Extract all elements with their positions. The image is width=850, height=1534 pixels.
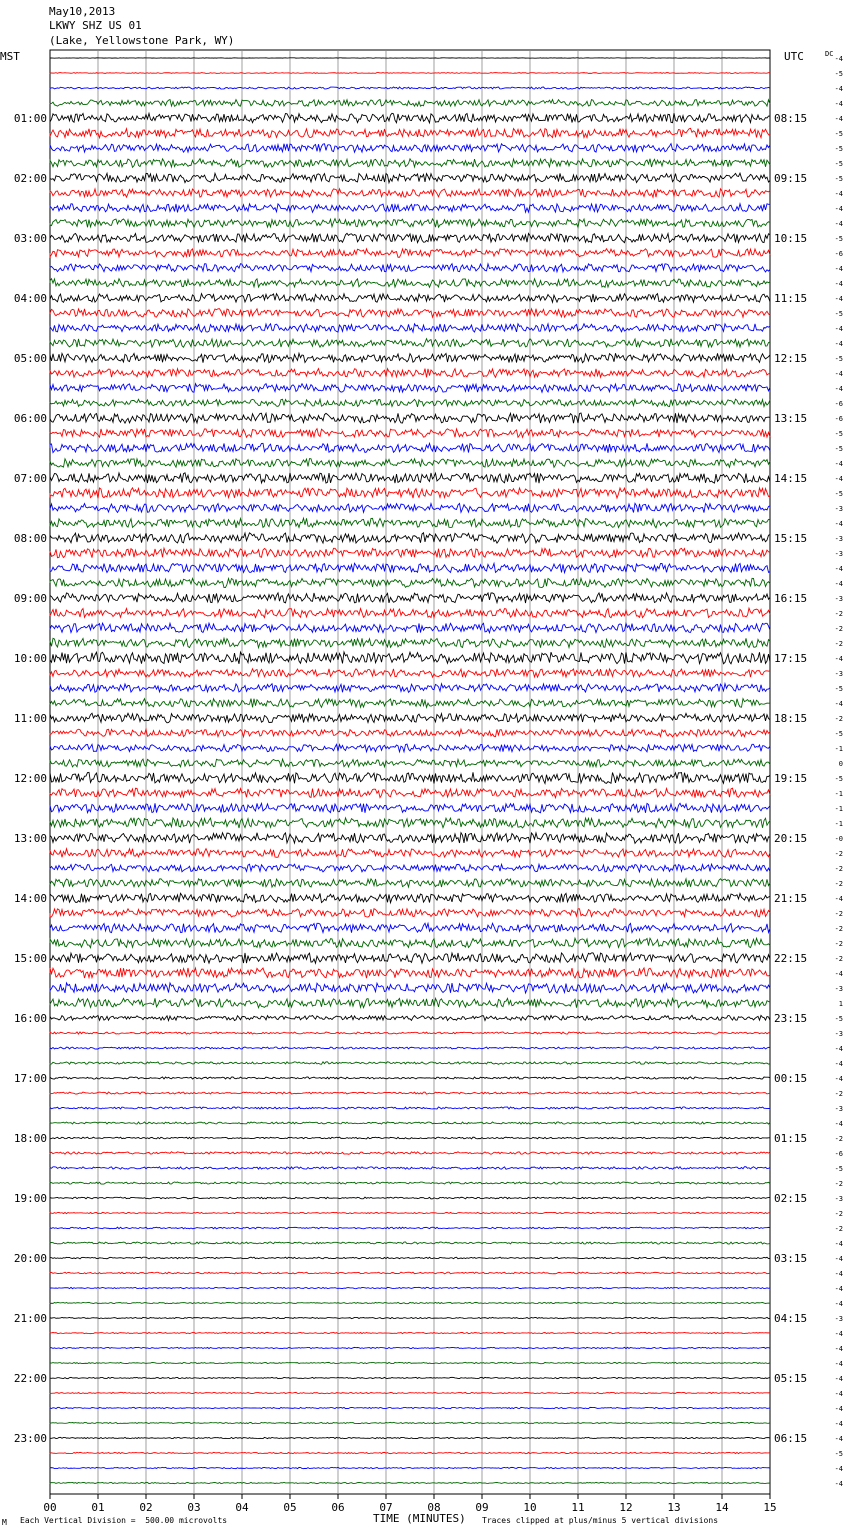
trace-line xyxy=(50,443,770,452)
trace-line xyxy=(50,608,770,618)
trace-line xyxy=(50,699,770,708)
hour-label-utc: 02:15 xyxy=(774,1192,808,1205)
right-timezone-label: UTC xyxy=(784,50,804,63)
dc-offset-label: -3 xyxy=(834,550,843,558)
x-tick-label: 00 xyxy=(43,1501,57,1514)
trace-line xyxy=(50,1482,770,1483)
trace-line xyxy=(50,1242,770,1244)
trace-line xyxy=(50,1015,770,1020)
x-tick-label: 11 xyxy=(571,1501,585,1514)
dc-offset-label: -5 xyxy=(834,775,843,783)
dc-offset-label: 0 xyxy=(838,760,843,768)
dc-offset-label: -4 xyxy=(834,190,843,198)
trace-line xyxy=(50,953,770,963)
trace-line xyxy=(50,353,770,363)
trace-line xyxy=(50,578,770,587)
trace-line xyxy=(50,983,770,993)
trace-line xyxy=(50,279,770,288)
hour-label-mst: 13:00 xyxy=(13,832,47,845)
trace-line xyxy=(50,893,770,902)
dc-offset-label: -4 xyxy=(834,205,843,213)
hour-label-utc: 06:15 xyxy=(774,1432,808,1445)
x-tick-label: 05 xyxy=(283,1501,297,1514)
trace-line xyxy=(50,73,770,74)
hour-label-mst: 11:00 xyxy=(13,712,47,725)
trace-line xyxy=(50,1347,770,1348)
hour-label-utc: 13:15 xyxy=(774,412,808,425)
hour-label-mst: 21:00 xyxy=(13,1312,47,1325)
dc-offset-label: -4 xyxy=(834,100,843,108)
trace-line xyxy=(50,1287,770,1288)
dc-offset-label: -2 xyxy=(834,610,843,618)
dc-offset-label: -5 xyxy=(834,70,843,78)
hour-label-mst: 14:00 xyxy=(13,892,47,905)
hour-label-utc: 17:15 xyxy=(774,652,808,665)
dc-offset-label: -3 xyxy=(834,1030,843,1038)
dc-offset-label: -4 xyxy=(834,265,843,273)
x-tick-label: 04 xyxy=(235,1501,249,1514)
dc-offset-label: -5 xyxy=(834,685,843,693)
trace-line xyxy=(50,1257,770,1259)
dc-offset-label: -6 xyxy=(834,415,843,423)
hour-label-utc: 10:15 xyxy=(774,232,808,245)
hour-label-mst: 06:00 xyxy=(13,412,47,425)
dc-offset-label: -2 xyxy=(834,625,843,633)
trace-line xyxy=(50,923,770,932)
trace-line xyxy=(50,1167,770,1170)
x-tick-label: 13 xyxy=(667,1501,681,1514)
dc-offset-label: -4 xyxy=(834,895,843,903)
dc-offset-label: -4 xyxy=(834,385,843,393)
dc-offset-label: -4 xyxy=(834,1330,843,1338)
trace-line xyxy=(50,1407,770,1408)
dc-offset-label: -2 xyxy=(834,850,843,858)
hour-label-mst: 20:00 xyxy=(13,1252,47,1265)
trace-line xyxy=(50,204,770,213)
hour-label-mst: 08:00 xyxy=(13,532,47,545)
dc-offset-label: -2 xyxy=(834,910,843,918)
trace-line xyxy=(50,1392,770,1393)
dc-offset-label: -4 xyxy=(834,295,843,303)
x-tick-label: 15 xyxy=(763,1501,777,1514)
trace-line xyxy=(50,548,770,557)
dc-offset-label: -4 xyxy=(834,370,843,378)
trace-line xyxy=(50,384,770,393)
dc-offset-label: -1 xyxy=(834,805,843,813)
trace-line xyxy=(50,264,770,272)
trace-line xyxy=(50,1197,770,1199)
dc-offset-label: -4 xyxy=(834,85,843,93)
trace-line xyxy=(50,1467,770,1468)
dc-offset-label: -3 xyxy=(834,505,843,513)
dc-offset-label: -2 xyxy=(834,880,843,888)
trace-line xyxy=(50,638,770,647)
dc-offset-label: -4 xyxy=(834,220,843,228)
dc-offset-label: -4 xyxy=(834,1120,843,1128)
dc-offset-label: -4 xyxy=(834,1240,843,1248)
hour-label-utc: 15:15 xyxy=(774,532,808,545)
hour-label-mst: 10:00 xyxy=(13,652,47,665)
hour-label-utc: 04:15 xyxy=(774,1312,808,1325)
dc-offset-label: 1 xyxy=(838,1000,843,1008)
dc-offset-label: -6 xyxy=(834,1150,843,1158)
trace-line xyxy=(50,593,770,603)
trace-line xyxy=(50,1182,770,1184)
dc-offset-label: -5 xyxy=(834,355,843,363)
footer-mark: M xyxy=(2,1518,7,1527)
x-tick-label: 08 xyxy=(427,1501,441,1514)
dc-offset-label: -2 xyxy=(834,865,843,873)
dc-offset-label: -2 xyxy=(834,925,843,933)
x-tick-label: 03 xyxy=(187,1501,201,1514)
dc-offset-label: -4 xyxy=(834,700,843,708)
hour-label-utc: 23:15 xyxy=(774,1012,808,1025)
dc-offset-label: -4 xyxy=(834,1420,843,1428)
scale-note: Each Vertical Division = 500.00 microvolts xyxy=(20,1516,228,1525)
trace-line xyxy=(50,1212,770,1213)
trace-line xyxy=(50,413,770,423)
hour-label-mst: 23:00 xyxy=(13,1432,47,1445)
dc-offset-label: -2 xyxy=(834,1210,843,1218)
hour-label-mst: 01:00 xyxy=(13,112,47,125)
trace-line xyxy=(50,968,770,978)
hour-label-utc: 20:15 xyxy=(774,832,808,845)
dc-offset-label: -3 xyxy=(834,1105,843,1113)
dc-offset-label: -5 xyxy=(834,730,843,738)
trace-line xyxy=(50,1452,770,1453)
dc-offset-label: -5 xyxy=(834,130,843,138)
trace-line xyxy=(50,1272,770,1274)
trace-line xyxy=(50,189,770,198)
dc-offset-label: -5 xyxy=(834,145,843,153)
hour-label-mst: 22:00 xyxy=(13,1372,47,1385)
dc-offset-label: -4 xyxy=(834,55,843,63)
dc-offset-label: -4 xyxy=(834,1300,843,1308)
hour-label-mst: 05:00 xyxy=(13,352,47,365)
trace-line xyxy=(50,788,770,798)
x-tick-label: 10 xyxy=(523,1501,537,1514)
hour-label-utc: 00:15 xyxy=(774,1072,808,1085)
trace-line xyxy=(50,503,770,512)
plot-date: May10,2013 xyxy=(49,5,116,18)
dc-offset-label: -5 xyxy=(834,445,843,453)
hour-label-mst: 16:00 xyxy=(13,1012,47,1025)
trace-line xyxy=(50,144,770,153)
dc-offset-label: -4 xyxy=(834,1405,843,1413)
trace-line xyxy=(50,369,770,378)
trace-line xyxy=(50,518,770,528)
trace-line xyxy=(50,1032,770,1034)
trace-line xyxy=(50,744,770,752)
dc-offset-label: -2 xyxy=(834,640,843,648)
hour-label-utc: 09:15 xyxy=(774,172,808,185)
dc-offset-label: -3 xyxy=(834,985,843,993)
dc-offset-label: -4 xyxy=(834,970,843,978)
trace-line xyxy=(50,623,770,633)
x-tick-label: 07 xyxy=(379,1501,393,1514)
hour-label-utc: 14:15 xyxy=(774,472,808,485)
dc-offset-label: -5 xyxy=(834,310,843,318)
dc-offset-label: -4 xyxy=(834,280,843,288)
trace-line xyxy=(50,1122,770,1124)
trace-line xyxy=(50,1092,770,1094)
trace-line xyxy=(50,864,770,872)
trace-line xyxy=(50,998,770,1007)
trace-line xyxy=(50,1317,770,1318)
dc-offset-label: -4 xyxy=(834,1060,843,1068)
trace-line xyxy=(50,759,770,767)
trace-line xyxy=(50,87,770,89)
trace-line xyxy=(50,429,770,438)
dc-offset-label: -5 xyxy=(834,1015,843,1023)
dc-offset-label: -4 xyxy=(834,475,843,483)
trace-line xyxy=(50,803,770,813)
hour-label-utc: 12:15 xyxy=(774,352,808,365)
trace-line xyxy=(50,233,770,242)
dc-offset-label: -4 xyxy=(834,1285,843,1293)
hour-label-utc: 11:15 xyxy=(774,292,808,305)
dc-column-label: DC xyxy=(825,50,834,58)
hour-label-utc: 16:15 xyxy=(774,592,808,605)
dc-offset-label: -4 xyxy=(834,1045,843,1053)
trace-line xyxy=(50,1437,770,1438)
dc-offset-label: -2 xyxy=(834,955,843,963)
dc-offset-label: -4 xyxy=(834,1255,843,1263)
x-tick-label: 06 xyxy=(331,1501,345,1514)
trace-line xyxy=(50,324,770,332)
trace-line xyxy=(50,113,770,123)
trace-line xyxy=(50,488,770,499)
trace-line xyxy=(50,684,770,693)
dc-offset-label: -5 xyxy=(834,160,843,168)
trace-line xyxy=(50,1152,770,1154)
dc-offset-label: -3 xyxy=(834,1315,843,1323)
trace-line xyxy=(50,879,770,887)
trace-line xyxy=(50,849,770,858)
hour-label-utc: 21:15 xyxy=(774,892,808,905)
hour-label-mst: 03:00 xyxy=(13,232,47,245)
trace-line xyxy=(50,1302,770,1303)
hour-label-mst: 18:00 xyxy=(13,1132,47,1145)
trace-line xyxy=(50,399,770,407)
dc-offset-label: -5 xyxy=(834,1165,843,1173)
dc-offset-label: -3 xyxy=(834,535,843,543)
trace-line xyxy=(50,219,770,228)
trace-line xyxy=(50,173,770,183)
dc-offset-label: -4 xyxy=(834,1270,843,1278)
trace-line xyxy=(50,833,770,844)
trace-line xyxy=(50,1227,770,1229)
dc-offset-label: -4 xyxy=(834,1075,843,1083)
dc-offset-label: -4 xyxy=(834,655,843,663)
dc-offset-label: -5 xyxy=(834,430,843,438)
dc-offset-label: -4 xyxy=(834,1435,843,1443)
dc-offset-label: -1 xyxy=(834,745,843,753)
trace-line xyxy=(50,1107,770,1109)
left-timezone-label: MST xyxy=(0,50,20,63)
dc-offset-label: -1 xyxy=(834,820,843,828)
hour-label-utc: 05:15 xyxy=(774,1372,808,1385)
dc-offset-label: -3 xyxy=(834,670,843,678)
trace-line xyxy=(50,713,770,722)
hour-label-utc: 03:15 xyxy=(774,1252,808,1265)
dc-offset-label: -2 xyxy=(834,940,843,948)
trace-line xyxy=(50,938,770,948)
trace-line xyxy=(50,669,770,677)
trace-line xyxy=(50,1077,770,1079)
dc-offset-label: -4 xyxy=(834,325,843,333)
dc-offset-label: -0 xyxy=(834,835,843,843)
dc-offset-label: -4 xyxy=(834,340,843,348)
trace-line xyxy=(50,309,770,318)
trace-line xyxy=(50,1377,770,1378)
trace-line xyxy=(50,128,770,137)
x-tick-label: 09 xyxy=(475,1501,489,1514)
hour-label-mst: 19:00 xyxy=(13,1192,47,1205)
x-tick-label: 01 xyxy=(91,1501,105,1514)
dc-offset-label: -3 xyxy=(834,595,843,603)
dc-offset-label: -4 xyxy=(834,1360,843,1368)
trace-line xyxy=(50,772,770,783)
station-code: LKWY SHZ US 01 xyxy=(49,19,142,32)
x-tick-label: 14 xyxy=(715,1501,729,1514)
trace-line xyxy=(50,294,770,303)
trace-line xyxy=(50,473,770,483)
dc-offset-label: -2 xyxy=(834,715,843,723)
clip-note: Traces clipped at plus/minus 5 vertical divisions xyxy=(482,1516,719,1525)
dc-offset-label: -5 xyxy=(834,1450,843,1458)
dc-offset-label: -5 xyxy=(834,235,843,243)
trace-line xyxy=(50,1422,770,1423)
x-axis-title: TIME (MINUTES) xyxy=(373,1512,466,1525)
dc-offset-label: -4 xyxy=(834,565,843,573)
dc-offset-label: -2 xyxy=(834,1090,843,1098)
hour-label-utc: 22:15 xyxy=(774,952,808,965)
trace-line xyxy=(50,339,770,347)
dc-offset-label: -4 xyxy=(834,1375,843,1383)
x-tick-label: 02 xyxy=(139,1501,153,1514)
dc-offset-label: -4 xyxy=(834,115,843,123)
trace-line xyxy=(50,909,770,917)
trace-line xyxy=(50,1137,770,1139)
hour-label-mst: 09:00 xyxy=(13,592,47,605)
trace-line xyxy=(50,159,770,168)
dc-offset-label: -2 xyxy=(834,1225,843,1233)
trace-line xyxy=(50,1362,770,1363)
hour-label-mst: 07:00 xyxy=(13,472,47,485)
dc-offset-label: -6 xyxy=(834,250,843,258)
dc-offset-label: -4 xyxy=(834,1390,843,1398)
hour-label-utc: 19:15 xyxy=(774,772,808,785)
trace-line xyxy=(50,729,770,737)
dc-offset-label: -2 xyxy=(834,1135,843,1143)
dc-offset-label: -4 xyxy=(834,520,843,528)
dc-offset-label: -4 xyxy=(834,460,843,468)
trace-line xyxy=(50,459,770,468)
trace-line xyxy=(50,652,770,664)
trace-line xyxy=(50,1332,770,1333)
dc-offset-label: -3 xyxy=(834,1195,843,1203)
trace-line xyxy=(50,818,770,828)
dc-offset-label: -6 xyxy=(834,400,843,408)
trace-line xyxy=(50,533,770,543)
x-tick-label: 12 xyxy=(619,1501,633,1514)
dc-offset-label: -2 xyxy=(834,1180,843,1188)
dc-offset-label: -5 xyxy=(834,175,843,183)
hour-label-mst: 12:00 xyxy=(13,772,47,785)
station-location: (Lake, Yellowstone Park, WY) xyxy=(49,34,235,47)
hour-label-mst: 17:00 xyxy=(13,1072,47,1085)
trace-line xyxy=(50,1047,770,1049)
dc-offset-label: -1 xyxy=(834,790,843,798)
hour-label-utc: 01:15 xyxy=(774,1132,808,1145)
dc-offset-label: -5 xyxy=(834,490,843,498)
trace-line xyxy=(50,1062,770,1065)
hour-label-utc: 18:15 xyxy=(774,712,808,725)
hour-label-mst: 04:00 xyxy=(13,292,47,305)
dc-offset-label: -4 xyxy=(834,1480,843,1488)
trace-line xyxy=(50,563,770,572)
hour-label-utc: 08:15 xyxy=(774,112,808,125)
dc-offset-label: -4 xyxy=(834,1345,843,1353)
trace-line xyxy=(50,249,770,257)
hour-label-mst: 02:00 xyxy=(13,172,47,185)
trace-line xyxy=(50,99,770,106)
hour-label-mst: 15:00 xyxy=(13,952,47,965)
dc-offset-label: -4 xyxy=(834,1465,843,1473)
dc-offset-label: -4 xyxy=(834,580,843,588)
